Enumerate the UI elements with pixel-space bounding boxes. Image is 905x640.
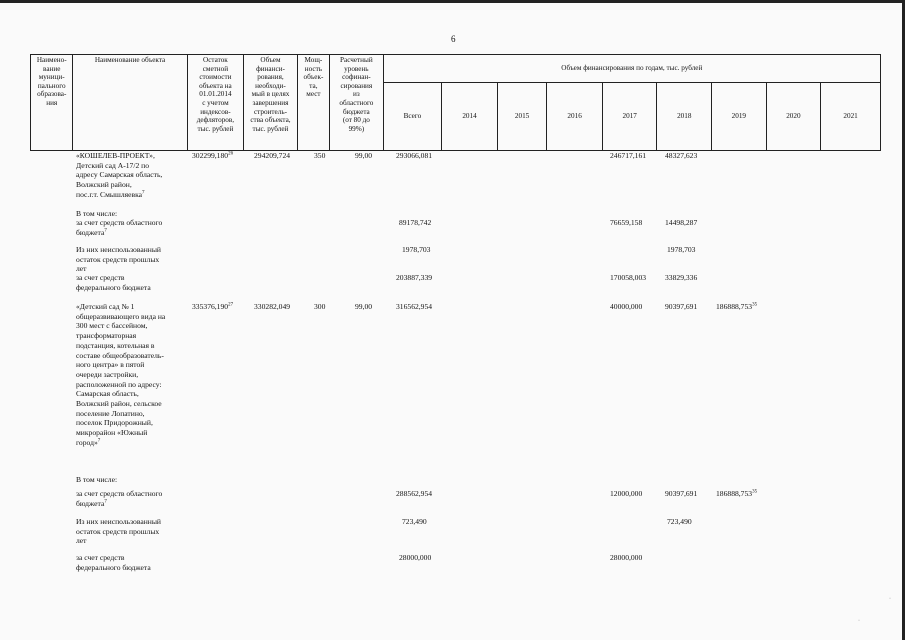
row-2019: 186888,753$^{35}$: [716, 302, 758, 311]
table-row-subheading: В том числе:: [76, 209, 118, 218]
header-year-2018: 2018: [657, 83, 712, 151]
row-cofinancing: 99,00: [355, 151, 373, 160]
header-object-name: Наименование объекта: [73, 55, 187, 151]
table-row-regional-budget: за счет средств областного бюджета$^7$: [76, 489, 163, 508]
row-2017: 40000,000: [610, 302, 643, 311]
header-required-funding: Объем финанси- рования, необходи- мый в целях завершения строитель- ства объекта, тыс. рублей: [244, 55, 298, 151]
header-year-2020: 2020: [766, 83, 821, 151]
table-row-federal-budget: за счет средств федерального бюджета: [76, 273, 151, 292]
header-year-2016: 2016: [547, 83, 603, 151]
row-total: 723,490: [402, 517, 427, 526]
row-total: 1978,703: [402, 245, 431, 254]
row-remaining-cost: 302299,180$^{26}$: [192, 151, 234, 160]
row-2018: 723,490: [667, 517, 692, 526]
row-2017: 246717,161: [610, 151, 647, 160]
scan-speck: ·: [858, 618, 860, 624]
row-2018: 90397,691: [665, 302, 698, 311]
row-2017: 76659,158: [610, 218, 643, 227]
row-cofinancing: 99,00: [355, 302, 373, 311]
table-row-regional-budget: за счет средств областного бюджета$^7$: [76, 218, 163, 237]
table-row-unused-balance: Из них неиспользованный остаток средств прошлых лет: [76, 517, 161, 546]
page-top-border: [0, 0, 905, 3]
header-cofinancing-level: Расчетный уровень софинан- сирования из областного бюджета (от 80 до 99%): [330, 55, 384, 151]
header-funding-by-year: Объем финансирования по годам, тыс. рублей: [383, 55, 880, 83]
table-row-object-description: «Детский сад № 1 общеразвивающего вида на 300 мест с бассейном, трансформаторная подстанция, котельная в составе общеобразователь- ного центра» в пятой очереди застройки, расположенной по адресу: Самарская область, Волжский район, сельское поселение Лопатино, поселок Придорожный, микрорайон «Южный город»$^7$: [76, 302, 166, 447]
page-number: 6: [451, 34, 456, 44]
header-year-2014: 2014: [442, 83, 498, 151]
row-2018: 14498,287: [665, 218, 698, 227]
row-total: 288562,954: [396, 489, 433, 498]
row-total: 203887,339: [396, 273, 433, 282]
row-required-funding: 294209,724: [254, 151, 291, 160]
row-required-funding: 330282,049: [254, 302, 291, 311]
table-row-unused-balance: Из них неиспользованный остаток средств прошлых лет: [76, 245, 161, 274]
scan-speck: ·: [889, 596, 891, 602]
row-2017: 170058,003: [610, 273, 647, 282]
header-capacity: Мощ- ность объек- та, мест: [297, 55, 329, 151]
row-total: 316562,954: [396, 302, 433, 311]
row-2018: 48327,623: [665, 151, 698, 160]
row-remaining-cost: 335376,190$^{27}$: [192, 302, 234, 311]
row-2017: 12000,000: [610, 489, 643, 498]
row-2018: 1978,703: [667, 245, 696, 254]
row-2017: 28000,000: [610, 553, 643, 562]
header-year-2019: 2019: [712, 83, 767, 151]
row-total: 293066,081: [396, 151, 433, 160]
row-2018: 33829,336: [665, 273, 698, 282]
header-municipality: Наимено- вание муници- пального образова- ния: [31, 55, 73, 151]
row-2019: 186888,753$^{35}$: [716, 489, 758, 498]
row-total: 28000,000: [399, 553, 432, 562]
row-capacity: 300: [314, 302, 326, 311]
table-row-object-description: «КОШЕЛЕВ-ПРОЕКТ», Детский сад А-17/2 по адресу Самарская область, Волжский район, пос.г.т. Смышляевка$^7$: [76, 151, 163, 199]
row-total: 89178,742: [399, 218, 432, 227]
row-2018: 90397,691: [665, 489, 698, 498]
header-year-2015: 2015: [497, 83, 547, 151]
funding-table-header: [30, 54, 881, 151]
table-row-federal-budget: за счет средств федерального бюджета: [76, 553, 151, 572]
header-remaining-cost: Остаток сметной стоимости объекта на 01.01.2014 с учетом индексов- дефляторов, тыс. рублей: [187, 55, 244, 151]
header-year-2017: 2017: [602, 83, 657, 151]
table-row-subheading: В том числе:: [76, 475, 118, 484]
row-capacity: 350: [314, 151, 326, 160]
header-year-2021: 2021: [821, 83, 881, 151]
header-total: Всего: [383, 83, 442, 151]
